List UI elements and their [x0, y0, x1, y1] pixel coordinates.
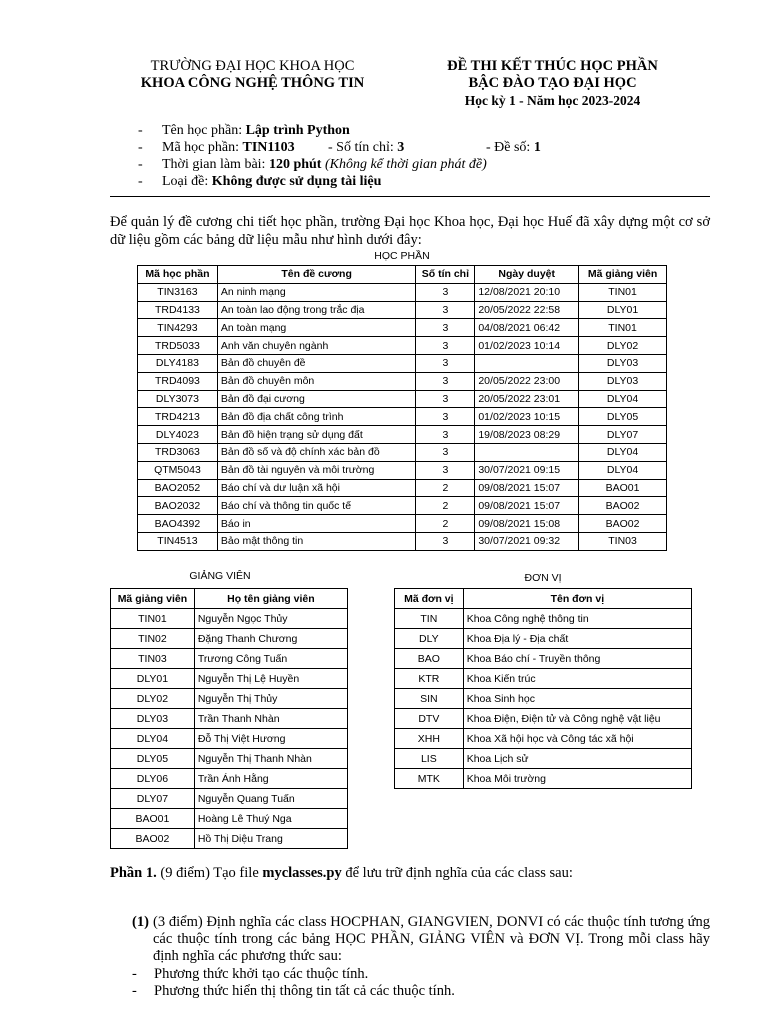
table-cell: Bản đồ số và độ chính xác bản đồ [217, 443, 416, 461]
table-cell: 09/08/2021 15:07 [475, 479, 579, 497]
table-cell: DLY [395, 629, 464, 649]
table-cell: Báo in [217, 515, 416, 533]
table-row [111, 689, 348, 709]
table-cell: Khoa Sinh học [463, 689, 691, 709]
table-row [111, 709, 348, 729]
table-cell: 30/07/2021 09:15 [475, 461, 579, 479]
table-cell: TIN03 [111, 649, 195, 669]
table-row [111, 789, 348, 809]
table-cell: 3 [416, 337, 475, 355]
table-cell: Bảo mật thông tin [217, 532, 416, 550]
giangvien-column-header: Họ tên giảng viên [194, 589, 347, 609]
table-cell: 3 [416, 461, 475, 479]
table-cell: SIN [395, 689, 464, 709]
table-cell: Nguyễn Thị Thanh Nhàn [194, 749, 347, 769]
credits-value: 3 [397, 140, 405, 155]
table-cell: DLY04 [579, 390, 667, 408]
table-cell: DLY4023 [138, 426, 218, 444]
table-cell: Đỗ Thị Việt Hương [194, 729, 347, 749]
table-cell: 3 [416, 354, 475, 372]
table-cell: Đặng Thanh Chương [194, 629, 347, 649]
table-cell: 20/05/2022 23:01 [475, 390, 579, 408]
table-cell: BAO01 [111, 809, 195, 829]
table-cell: BAO4392 [138, 515, 218, 533]
table-cell: Bản đồ tài nguyên và môi trường [217, 461, 416, 479]
hocphan-table [137, 265, 667, 551]
table-cell: Báo chí và dư luận xã hội [217, 479, 416, 497]
semester-year: Học kỳ 1 - Năm học 2023-2024 [464, 93, 641, 108]
hocphan-body [138, 283, 667, 550]
table-row [111, 669, 348, 689]
table-cell: DLY07 [579, 426, 667, 444]
table-cell: An ninh mạng [217, 283, 416, 301]
giangvien-body [111, 609, 348, 849]
table-cell: 01/02/2023 10:14 [475, 337, 579, 355]
table-cell: 3 [416, 372, 475, 390]
table-row [111, 749, 348, 769]
table-row [111, 729, 348, 749]
table-row [395, 749, 692, 769]
table-cell: 12/08/2021 20:10 [475, 283, 579, 301]
task-1-number: (1) [132, 914, 149, 930]
table-cell: DLY03 [111, 709, 195, 729]
hocphan-column-header: Số tín chỉ [416, 266, 475, 284]
table-row [111, 629, 348, 649]
table-cell: Hoàng Lê Thuý Nga [194, 809, 347, 829]
table-cell: Bản đồ địa chất công trình [217, 408, 416, 426]
table-cell: Nguyễn Ngọc Thủy [194, 609, 347, 629]
table-cell: DLY01 [579, 301, 667, 319]
table-row [138, 408, 667, 426]
table-cell: 3 [416, 390, 475, 408]
table-cell: MTK [395, 769, 464, 789]
table-cell: DLY04 [579, 461, 667, 479]
giangvien-header-row [111, 589, 348, 609]
table-cell: DLY06 [111, 769, 195, 789]
table-row [138, 390, 667, 408]
table-cell: TIN01 [579, 319, 667, 337]
table-cell: BAO02 [111, 829, 195, 849]
education-level: BẬC ĐÀO TẠO ĐẠI HỌC [468, 75, 637, 91]
table-cell: TRD3063 [138, 443, 218, 461]
donvi-table [394, 588, 692, 789]
intro-paragraph: Để quản lý đề cương chi tiết học phần, trường Đại học Khoa học, Đại học Huế đã xây dựng một cơ sở dữ liệu gồm các bảng dữ liệu mẫu như hình dưới đây: [110, 214, 710, 248]
hocphan-column-header: Tên đề cương [217, 266, 416, 284]
table-cell: 3 [416, 319, 475, 337]
table-row [395, 609, 692, 629]
table-cell: TIN4293 [138, 319, 218, 337]
table-cell: Khoa Lịch sử [463, 749, 691, 769]
table-row [138, 319, 667, 337]
table-row [138, 479, 667, 497]
table-cell: LIS [395, 749, 464, 769]
table-row [138, 301, 667, 319]
donvi-body [395, 609, 692, 789]
table-cell: DLY03 [579, 354, 667, 372]
table-row [138, 532, 667, 550]
table-row [395, 649, 692, 669]
table-cell: DTV [395, 709, 464, 729]
part1-heading: Phần 1. (9 điểm) Tạo file myclasses.py để lưu trữ định nghĩa của các class sau: [110, 865, 573, 881]
table-cell: DLY07 [111, 789, 195, 809]
table-cell: Khoa Môi trường [463, 769, 691, 789]
table-cell: DLY02 [111, 689, 195, 709]
giangvien-caption: GIẢNG VIÊN [189, 570, 251, 582]
exam-title-block [420, 58, 685, 109]
table-cell: 20/05/2022 23:00 [475, 372, 579, 390]
exam-title: ĐỀ THI KẾT THÚC HỌC PHẦN [447, 58, 658, 74]
table-cell: 3 [416, 443, 475, 461]
exam-type-value: Không được sử dụng tài liệu [211, 174, 382, 189]
faculty-name: KHOA CÔNG NGHỆ THÔNG TIN [140, 75, 365, 91]
table-row [395, 669, 692, 689]
table-row [138, 443, 667, 461]
table-cell: TIN4513 [138, 532, 218, 550]
table-row [111, 829, 348, 849]
task-1 [132, 914, 710, 965]
hocphan-column-header: Ngày duyệt [475, 266, 579, 284]
table-cell: BAO01 [579, 479, 667, 497]
table-row [395, 689, 692, 709]
table-row [138, 461, 667, 479]
table-cell: 30/07/2021 09:32 [475, 532, 579, 550]
hocphan-caption: HỌC PHẦN [374, 250, 430, 262]
table-cell: TRD4213 [138, 408, 218, 426]
table-cell: TRD4093 [138, 372, 218, 390]
table-row [111, 649, 348, 669]
table-cell [475, 443, 579, 461]
table-cell: 3 [416, 283, 475, 301]
table-cell: 3 [416, 532, 475, 550]
giangvien-column-header: Mã giảng viên [111, 589, 195, 609]
table-cell: Nguyễn Thị Thủy [194, 689, 347, 709]
university-name: TRƯỜNG ĐẠI HỌC KHOA HỌC [150, 58, 355, 74]
table-cell: Khoa Báo chí - Truyền thông [463, 649, 691, 669]
course-code-value: TIN1103 [242, 140, 295, 155]
table-cell: BAO [395, 649, 464, 669]
table-cell: 04/08/2021 06:42 [475, 319, 579, 337]
table-row [395, 769, 692, 789]
table-cell: DLY05 [579, 408, 667, 426]
exam-page: TRƯỜNG ĐẠI HỌC KHOA HỌC KHOA CÔNG NGHỆ THÔNG TIN ĐỀ THI KẾT THÚC HỌC PHẦN BẬC ĐÀO TẠO ĐẠI HỌC Học kỳ 1 - Năm học 2023-2024 - Tên học phần: Lập trình Python - Mã học phần: TIN1103 - Số tín chỉ: 3 - Đề số: 1 - Thời gian làm bài: 120 phút (Không kể thời gian phát đề) - Loại đề: Không được sử dụng tài liệu Để quản lý đề cương chi tiết học phần, trường Đại học Khoa học, Đại học Huế đã xây dựng một cơ sở dữ liệu gồm các bảng dữ liệu mẫu như hình dưới đây: HỌC PHẦN Mã học phần Tên đề cương Số tín chỉ Ngày duyệt Mã giảng viên TIN3163 An ninh mạng 3 12/08/2021 20:10 TIN01 TRD4133 An toàn lao động trong trắc địa 3 20/05/2022 22:58 DLY01 TIN4293 An toàn mạng 3 04/08/2021 06:42 TIN01 TRD5033 Anh văn chuyên ngành 3 01/02/2023 10:14 DLY02 DLY4183 Bản đồ chuyên đề 3 DLY03 TRD4093 Bản đồ chuyên môn 3 20/05/2022 23:00 DLY03 DLY3073 Bản đồ đại cương 3 20/05/2022 23:01 DLY04 TRD4213 Bản đồ địa chất công trình 3 01/02/2023 10:15 DLY05 DLY4023 Bản đồ hiện trạng sử dụng đất 3 19/08/2023 08:29 DLY07 TRD3063 Bản đồ số và độ chính xác bản đồ 3 DLY04 QTM5043 Bản đồ tài nguyên và môi trường 3 30/07/2021 09:15 DLY04 BAO2052 Báo chí và dư luận xã hội 2 09/08/2021 15:07 BAO01 BAO2032 Báo chí và thông tin quốc tế 2 09/08/2021 15:07 BAO02 BAO4392 Báo in 2 09/08/2021 15:08 BAO02 TIN4513 Bảo mật thông tin 3 30/07/2021 09:32 TIN03 GIẢNG VIÊN Mã giảng viên Họ tên giảng viên TIN01 Nguyễn Ngọc Thủy TIN02 Đặng Thanh Chương TIN03 Trương Công Tuấn DLY01 Nguyễn Thị Lệ Huyền DLY02 Nguyễn Thị Thủy DLY03 Trần Thanh Nhàn DLY04 Đỗ Thị Việt Hương DLY05 Nguyễn Thị Thanh Nhàn DLY06 Trần Ánh Hằng DLY07 Nguyễn Quang Tuấn BAO01 Hoàng Lê Thuý Nga BAO02 Hồ Thị Diệu Trang ĐƠN VỊ Mã đơn vị Tên đơn vị TIN Khoa Công nghệ thông tin DLY Khoa Địa lý - Địa chất BAO Khoa Báo chí - Truyền thông KTR Khoa Kiến trúc SIN Khoa Sinh học DTV Khoa Điện, Điện tử và Công nghệ vật liệu XHH Khoa Xã hội học và Công tác xã hội LIS Khoa Lịch sử MTK Khoa Môi trường Phần 1. (9 điểm) Tạo file myclasses.py để lưu trữ định nghĩa của các class sau: (1) (3 điểm) Định nghĩa các class HOCPHAN, GIANGVIEN, DONVI có các thuộc tính tương ứng các thuộc tính trong các bảng HỌC PHẦN, GIẢNG VIÊN và ĐƠN VỊ. Trong mỗi class hãy định nghĩa các phương thức sau: - Phương thức khởi tạo các thuộc tính. - Phương thức hiển thị thông tin tất cả các thuộc tính. [110, 58, 710, 999]
table-cell: TRD5033 [138, 337, 218, 355]
table-cell: 3 [416, 426, 475, 444]
table-cell: BAO2052 [138, 479, 218, 497]
table-cell: Anh văn chuyên ngành [217, 337, 416, 355]
table-cell: DLY02 [579, 337, 667, 355]
table-cell: DLY03 [579, 372, 667, 390]
table-cell: 19/08/2023 08:29 [475, 426, 579, 444]
table-row [395, 709, 692, 729]
duration-value: 120 phút [268, 157, 322, 172]
table-cell: Báo chí và thông tin quốc tế [217, 497, 416, 515]
table-cell: TIN01 [579, 283, 667, 301]
table-cell: 09/08/2021 15:08 [475, 515, 579, 533]
hocphan-header-row [138, 266, 667, 284]
table-row [138, 515, 667, 533]
table-cell: DLY04 [111, 729, 195, 749]
table-cell: Bản đồ chuyên môn [217, 372, 416, 390]
table-row [138, 337, 667, 355]
table-row [111, 609, 348, 629]
table-cell: 20/05/2022 22:58 [475, 301, 579, 319]
table-cell: Hồ Thị Diệu Trang [194, 829, 347, 849]
table-cell: Nguyễn Thị Lệ Huyền [194, 669, 347, 689]
table-cell: DLY05 [111, 749, 195, 769]
school-block [120, 58, 385, 92]
table-cell: DLY01 [111, 669, 195, 689]
table-cell: An toàn mạng [217, 319, 416, 337]
table-row [111, 809, 348, 829]
table-cell: Khoa Điện, Điện tử và Công nghệ vật liệu [463, 709, 691, 729]
table-cell: An toàn lao động trong trắc địa [217, 301, 416, 319]
table-cell: QTM5043 [138, 461, 218, 479]
filename: myclasses.py [262, 865, 342, 881]
table-cell [475, 354, 579, 372]
table-cell: BAO2032 [138, 497, 218, 515]
table-cell: BAO02 [579, 497, 667, 515]
table-row [395, 729, 692, 749]
table-row [138, 354, 667, 372]
header-divider [110, 196, 710, 197]
table-cell: Bản đồ đại cương [217, 390, 416, 408]
table-row [111, 769, 348, 789]
table-cell: TRD4133 [138, 301, 218, 319]
table-cell: Khoa Công nghệ thông tin [463, 609, 691, 629]
table-cell: Bản đồ hiện trạng sử dụng đất [217, 426, 416, 444]
table-row [138, 497, 667, 515]
table-cell: BAO02 [579, 515, 667, 533]
table-cell: Khoa Kiến trúc [463, 669, 691, 689]
table-cell: Khoa Xã hội học và Công tác xã hội [463, 729, 691, 749]
table-cell: 3 [416, 301, 475, 319]
table-cell: Nguyễn Quang Tuấn [194, 789, 347, 809]
table-cell: TIN [395, 609, 464, 629]
table-cell: TIN3163 [138, 283, 218, 301]
table-cell: TIN01 [111, 609, 195, 629]
duration-note: (Không kể thời gian phát đề) [321, 157, 487, 172]
table-cell: Trần Thanh Nhàn [194, 709, 347, 729]
table-cell: DLY04 [579, 443, 667, 461]
task-1-text: (3 điểm) Định nghĩa các class HOCPHAN, GIANGVIEN, DONVI có các thuộc tính tương ứng các thuộc tính trong các bảng HỌC PHẦN, GIẢNG VIÊN và ĐƠN VỊ. Trong mỗi class hãy định nghĩa các phương thức sau: [153, 914, 710, 964]
table-cell: 09/08/2021 15:07 [475, 497, 579, 515]
table-cell: TIN03 [579, 532, 667, 550]
table-row [138, 372, 667, 390]
donvi-header-row [395, 589, 692, 609]
table-cell: DLY3073 [138, 390, 218, 408]
table-cell: 2 [416, 497, 475, 515]
table-row [138, 426, 667, 444]
hocphan-column-header: Mã giảng viên [579, 266, 667, 284]
table-cell: DLY4183 [138, 354, 218, 372]
table-cell: TIN02 [111, 629, 195, 649]
table-cell: 2 [416, 515, 475, 533]
table-cell: 3 [416, 408, 475, 426]
donvi-column-header: Tên đơn vị [463, 589, 691, 609]
table-cell: 01/02/2023 10:15 [475, 408, 579, 426]
table-cell: Trần Ánh Hằng [194, 769, 347, 789]
course-name-value: Lập trình Python [245, 123, 350, 138]
table-cell: Bản đồ chuyên đề [217, 354, 416, 372]
table-cell: Trương Công Tuấn [194, 649, 347, 669]
table-cell: Khoa Địa lý - Địa chất [463, 629, 691, 649]
donvi-caption: ĐƠN VỊ [524, 572, 562, 584]
table-row [395, 629, 692, 649]
table-cell: XHH [395, 729, 464, 749]
table-row [138, 283, 667, 301]
donvi-column-header: Mã đơn vị [395, 589, 464, 609]
hocphan-column-header: Mã học phần [138, 266, 218, 284]
table-cell: KTR [395, 669, 464, 689]
table-cell: 2 [416, 479, 475, 497]
giangvien-table [110, 588, 348, 849]
exam-number-value: 1 [533, 140, 541, 155]
